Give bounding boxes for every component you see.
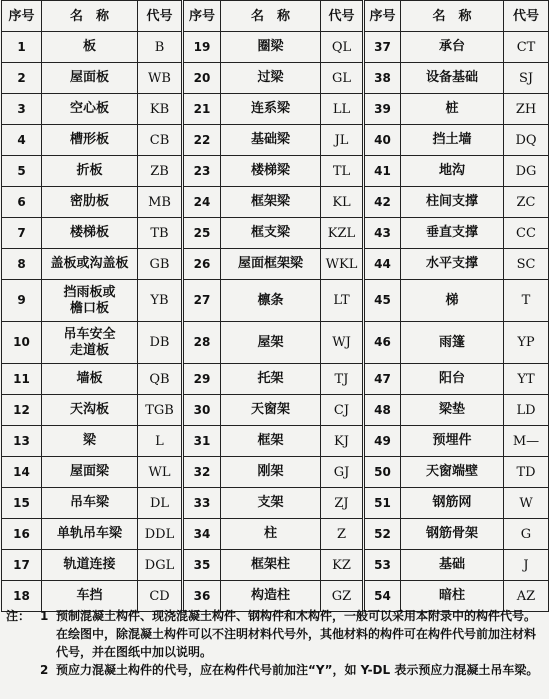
component-name: 梁垫 (401, 395, 504, 426)
component-code: KL (321, 187, 364, 218)
component-code: J (504, 550, 549, 581)
component-name: 柱 (221, 519, 321, 550)
component-name: 桩 (401, 94, 504, 125)
row-number: 47 (364, 364, 401, 395)
component-code: LL (321, 94, 364, 125)
note-item (6, 661, 546, 679)
component-code: SC (504, 249, 549, 280)
component-code: Z (321, 519, 364, 550)
row-number: 16 (2, 519, 42, 550)
component-code: G (504, 519, 549, 550)
component-code: TGB (138, 395, 183, 426)
note-text: 预应力混凝土构件的代号，应在构件代号前加注“Y”，如 Y-DL 表示预应力混凝土吊车梁。 (56, 663, 539, 677)
table-row (2, 125, 549, 156)
table-row (2, 249, 549, 280)
component-name: 槽形板 (42, 125, 138, 156)
component-name: 地沟 (401, 156, 504, 187)
component-code: KZ (321, 550, 364, 581)
component-code: SJ (504, 63, 549, 94)
component-code: L (138, 426, 183, 457)
row-number: 25 (183, 218, 221, 249)
component-name: 过梁 (221, 63, 321, 94)
table-body (2, 32, 549, 612)
note-item (6, 607, 546, 661)
note-text: 预制混凝土构件、现浇混凝土构件、钢构件和木构件，一般可以采用本附录中的构件代号。在绘图中，除混凝土构件可以不注明材料代号外，其他材料的构件可在构件代号前加注材料代号，并在图纸中加以说明。 (56, 609, 537, 659)
row-number: 31 (183, 426, 221, 457)
component-code: TL (321, 156, 364, 187)
component-name: 框支梁 (221, 218, 321, 249)
component-code: LT (321, 280, 364, 322)
component-code: WL (138, 457, 183, 488)
component-code: DGL (138, 550, 183, 581)
header-code: 代号 (504, 1, 549, 32)
component-code: YB (138, 280, 183, 322)
row-number: 42 (364, 187, 401, 218)
header-name: 名 称 (42, 1, 138, 32)
table-row (2, 94, 549, 125)
component-code: TD (504, 457, 549, 488)
header-name: 名 称 (401, 1, 504, 32)
component-name: 梯 (401, 280, 504, 322)
row-number: 8 (2, 249, 42, 280)
notes-prefix: 注： (6, 609, 31, 623)
component-code: AZ (504, 581, 549, 612)
row-number: 1 (2, 32, 42, 63)
component-name: 连系梁 (221, 94, 321, 125)
component-code: M— (504, 426, 549, 457)
component-name: 支架 (221, 488, 321, 519)
row-number: 50 (364, 457, 401, 488)
component-code: QB (138, 364, 183, 395)
table-row (2, 63, 549, 94)
component-code: CB (138, 125, 183, 156)
component-name: 预埋件 (401, 426, 504, 457)
row-number: 19 (183, 32, 221, 63)
row-number: 45 (364, 280, 401, 322)
row-number: 11 (2, 364, 42, 395)
component-name: 天窗架 (221, 395, 321, 426)
header-code: 代号 (321, 1, 364, 32)
header-code: 代号 (138, 1, 183, 32)
row-number: 20 (183, 63, 221, 94)
component-name: 板 (42, 32, 138, 63)
table-header-row (2, 1, 549, 32)
table-row (2, 322, 549, 364)
component-name: 柱间支撑 (401, 187, 504, 218)
row-number: 9 (2, 280, 42, 322)
component-name: 挡土墙 (401, 125, 504, 156)
row-number: 3 (2, 94, 42, 125)
table-row (2, 156, 549, 187)
component-name: 梁 (42, 426, 138, 457)
component-code: W (504, 488, 549, 519)
component-name: 托架 (221, 364, 321, 395)
header-name: 名 称 (221, 1, 321, 32)
component-name: 钢筋网 (401, 488, 504, 519)
component-code: GB (138, 249, 183, 280)
row-number: 13 (2, 426, 42, 457)
component-code: GJ (321, 457, 364, 488)
row-number: 18 (2, 581, 42, 612)
component-name: 框架梁 (221, 187, 321, 218)
component-name: 檩条 (221, 280, 321, 322)
component-code: KJ (321, 426, 364, 457)
row-number: 12 (2, 395, 42, 426)
component-code: KZL (321, 218, 364, 249)
component-name: 基础 (401, 550, 504, 581)
component-code: CT (504, 32, 549, 63)
row-number: 21 (183, 94, 221, 125)
component-name: 钢筋骨架 (401, 519, 504, 550)
component-code: GL (321, 63, 364, 94)
component-code: CC (504, 218, 549, 249)
component-code: DL (138, 488, 183, 519)
component-code: ZJ (321, 488, 364, 519)
table-row (2, 519, 549, 550)
component-name: 轨道连接 (42, 550, 138, 581)
table-row (2, 550, 549, 581)
row-number: 29 (183, 364, 221, 395)
component-name: 框架 (221, 426, 321, 457)
component-name: 框架柱 (221, 550, 321, 581)
row-number: 51 (364, 488, 401, 519)
component-code: T (504, 280, 549, 322)
component-code: B (138, 32, 183, 63)
component-code: DB (138, 322, 183, 364)
component-code: JL (321, 125, 364, 156)
component-name: 空心板 (42, 94, 138, 125)
component-name: 天沟板 (42, 395, 138, 426)
row-number: 17 (2, 550, 42, 581)
component-code: LD (504, 395, 549, 426)
component-code: DG (504, 156, 549, 187)
component-code: ZH (504, 94, 549, 125)
row-number: 2 (2, 63, 42, 94)
component-name: 楼梯板 (42, 218, 138, 249)
component-name: 雨篷 (401, 322, 504, 364)
row-number: 54 (364, 581, 401, 612)
table-row (2, 218, 549, 249)
component-code: DQ (504, 125, 549, 156)
row-number: 23 (183, 156, 221, 187)
component-code: WB (138, 63, 183, 94)
component-code: MB (138, 187, 183, 218)
component-name: 折板 (42, 156, 138, 187)
component-name: 构造柱 (221, 581, 321, 612)
component-code: YT (504, 364, 549, 395)
component-name: 墙板 (42, 364, 138, 395)
component-name: 阳台 (401, 364, 504, 395)
component-name: 密肋板 (42, 187, 138, 218)
component-name: 垂直支撑 (401, 218, 504, 249)
component-code: YP (504, 322, 549, 364)
row-number: 34 (183, 519, 221, 550)
component-name: 车挡 (42, 581, 138, 612)
row-number: 10 (2, 322, 42, 364)
component-code: TB (138, 218, 183, 249)
component-code: ZB (138, 156, 183, 187)
row-number: 52 (364, 519, 401, 550)
component-name: 挡雨板或 檐口板 (42, 280, 138, 322)
row-number: 37 (364, 32, 401, 63)
component-name: 刚架 (221, 457, 321, 488)
row-number: 28 (183, 322, 221, 364)
row-number: 32 (183, 457, 221, 488)
row-number: 41 (364, 156, 401, 187)
component-code: ZC (504, 187, 549, 218)
row-number: 46 (364, 322, 401, 364)
notes-indent (6, 661, 40, 679)
component-code-table (1, 0, 549, 612)
table-row (2, 187, 549, 218)
row-number: 35 (183, 550, 221, 581)
table-row (2, 457, 549, 488)
component-code: GZ (321, 581, 364, 612)
row-number: 5 (2, 156, 42, 187)
component-code: KB (138, 94, 183, 125)
row-number: 22 (183, 125, 221, 156)
component-name: 屋面框架梁 (221, 249, 321, 280)
note-number: 1 (40, 609, 49, 623)
component-name: 设备基础 (401, 63, 504, 94)
component-name: 盖板或沟盖板 (42, 249, 138, 280)
component-name: 吊车梁 (42, 488, 138, 519)
component-name: 圈梁 (221, 32, 321, 63)
note-number: 2 (40, 663, 49, 677)
row-number: 39 (364, 94, 401, 125)
row-number: 36 (183, 581, 221, 612)
row-number: 6 (2, 187, 42, 218)
row-number: 40 (364, 125, 401, 156)
header-no: 序号 (2, 1, 42, 32)
component-name: 单轨吊车梁 (42, 519, 138, 550)
row-number: 48 (364, 395, 401, 426)
component-code: DDL (138, 519, 183, 550)
component-name: 天窗端壁 (401, 457, 504, 488)
component-code: CJ (321, 395, 364, 426)
notes-section (6, 607, 546, 679)
header-no: 序号 (183, 1, 221, 32)
component-code: TJ (321, 364, 364, 395)
component-code: QL (321, 32, 364, 63)
table-row (2, 364, 549, 395)
row-number: 49 (364, 426, 401, 457)
table-row (2, 488, 549, 519)
component-code: CD (138, 581, 183, 612)
component-name: 屋面板 (42, 63, 138, 94)
row-number: 43 (364, 218, 401, 249)
component-code: WKL (321, 249, 364, 280)
row-number: 4 (2, 125, 42, 156)
row-number: 14 (2, 457, 42, 488)
row-number: 44 (364, 249, 401, 280)
table-row (2, 32, 549, 63)
component-code: WJ (321, 322, 364, 364)
row-number: 30 (183, 395, 221, 426)
row-number: 24 (183, 187, 221, 218)
row-number: 27 (183, 280, 221, 322)
table-row (2, 426, 549, 457)
component-name: 承台 (401, 32, 504, 63)
component-name: 暗柱 (401, 581, 504, 612)
component-name: 吊车安全 走道板 (42, 322, 138, 364)
component-name: 楼梯梁 (221, 156, 321, 187)
component-name: 基础梁 (221, 125, 321, 156)
component-name: 水平支撑 (401, 249, 504, 280)
component-name: 屋架 (221, 322, 321, 364)
row-number: 33 (183, 488, 221, 519)
row-number: 15 (2, 488, 42, 519)
component-name: 屋面梁 (42, 457, 138, 488)
header-no: 序号 (364, 1, 401, 32)
row-number: 38 (364, 63, 401, 94)
row-number: 26 (183, 249, 221, 280)
table-row (2, 395, 549, 426)
row-number: 53 (364, 550, 401, 581)
row-number: 7 (2, 218, 42, 249)
table-row (2, 280, 549, 322)
